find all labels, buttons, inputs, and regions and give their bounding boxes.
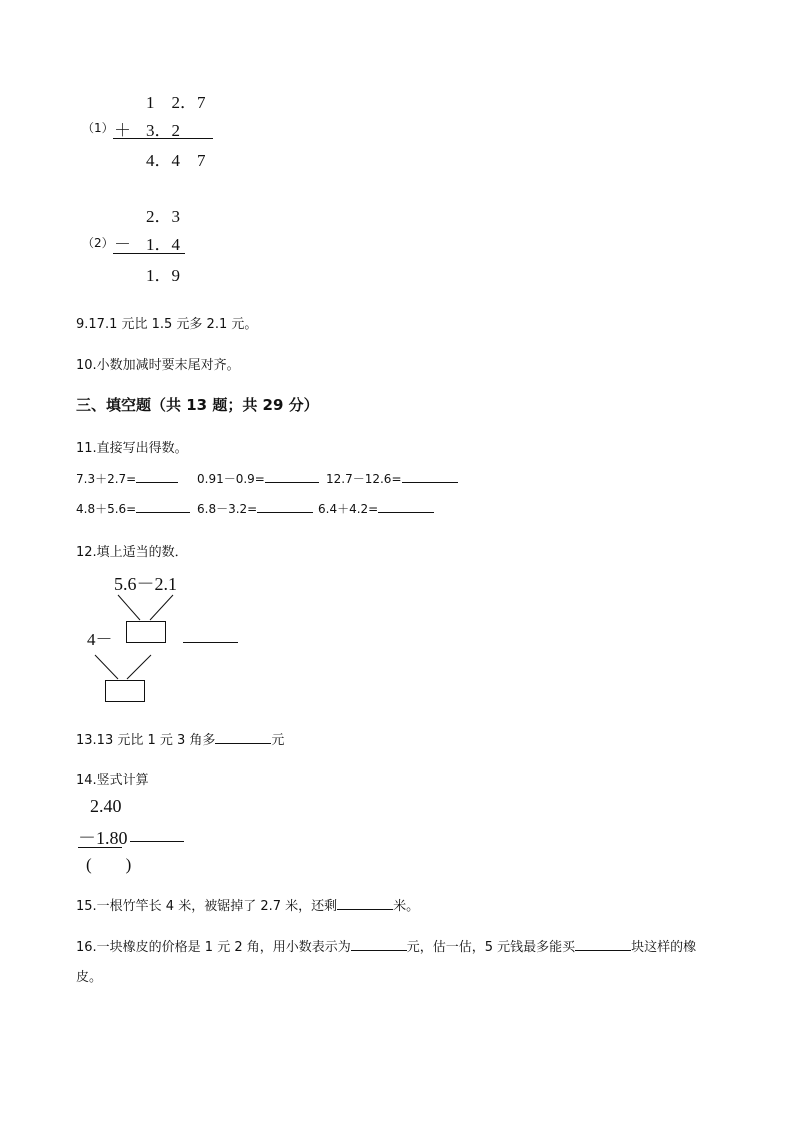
q16-text-part3: 块这样的橡 <box>631 940 697 955</box>
q11-item-1-expr: 7.3＋2.7= <box>76 472 137 486</box>
q12-bottom-box[interactable] <box>105 680 145 702</box>
q13-answer-blank[interactable] <box>215 731 271 744</box>
calc1-row1: 1 2．7 <box>146 93 206 112</box>
calc2-label: （2） <box>82 236 114 250</box>
calc2-operator: － <box>114 235 131 254</box>
q16-text-part1: 16.一块橡皮的价格是 1 元 2 角，用小数表示为 <box>76 940 351 955</box>
q16-text-part2: 元，估一估，5 元钱最多能买 <box>406 940 576 955</box>
question-16-line-2: 皮。 <box>76 970 103 985</box>
q12-middle-box[interactable] <box>126 621 166 643</box>
calc1-row2: 3．2 <box>146 121 180 140</box>
q14-difference-line <box>78 847 122 848</box>
question-9: 9.17.1 元比 1.5 元多 2.1 元。 <box>76 317 258 332</box>
calc2-row1: 2．3 <box>146 207 180 226</box>
calc2-result: 1．9 <box>146 266 180 285</box>
question-16-line-1 <box>76 936 696 955</box>
question-14-title: 14.竖式计算 <box>76 773 149 788</box>
q11-item-4-expr: 4.8＋5.6= <box>76 502 137 516</box>
q14-row2: －1.80 <box>78 828 128 848</box>
calc1-result: 4．4 7 <box>146 151 206 170</box>
question-11-title: 11.直接写出得数。 <box>76 441 188 456</box>
q11-item-3-expr: 12.7－12.6= <box>326 472 402 486</box>
q12-left-expression: 4－ <box>87 630 113 649</box>
q12-answer-blank[interactable] <box>183 642 238 643</box>
q14-answer-blank[interactable] <box>130 841 184 842</box>
q15-text-before: 15.一根竹竿长 4 米，被锯掉了 2.7 米，还剩 <box>76 899 338 914</box>
calc2-row2: 1．4 <box>146 235 180 254</box>
q15-text-after: 米。 <box>393 899 420 914</box>
calc1-label: （1） <box>82 121 114 135</box>
q13-text-before: 13.13 元比 1 元 3 角多 <box>76 733 216 748</box>
question-12-title: 12.填上适当的数． <box>76 545 188 560</box>
q14-row1: 2.40 <box>90 796 122 816</box>
section-heading-fill-in: 三、填空题（共 13 题；共 29 分） <box>76 396 319 414</box>
q11-item-6-expr: 6.4＋4.2= <box>318 502 379 516</box>
q15-answer-blank[interactable] <box>337 897 393 910</box>
q13-text-after: 元 <box>271 733 285 748</box>
question-13 <box>76 729 284 748</box>
question-15 <box>76 895 419 914</box>
q16-answer-blank-2[interactable] <box>575 938 631 951</box>
calc1-operator: ＋ <box>114 121 131 140</box>
q14-result-placeholder: ( ) <box>86 855 132 874</box>
question-10: 10.小数加减时要末尾对齐。 <box>76 358 240 373</box>
q12-top-expression: 5.6－2.1 <box>114 574 177 594</box>
q11-item-2-expr: 0.91－0.9= <box>197 472 265 486</box>
q16-answer-blank-1[interactable] <box>351 938 407 951</box>
q11-item-5-expr: 6.8－3.2= <box>197 502 258 516</box>
